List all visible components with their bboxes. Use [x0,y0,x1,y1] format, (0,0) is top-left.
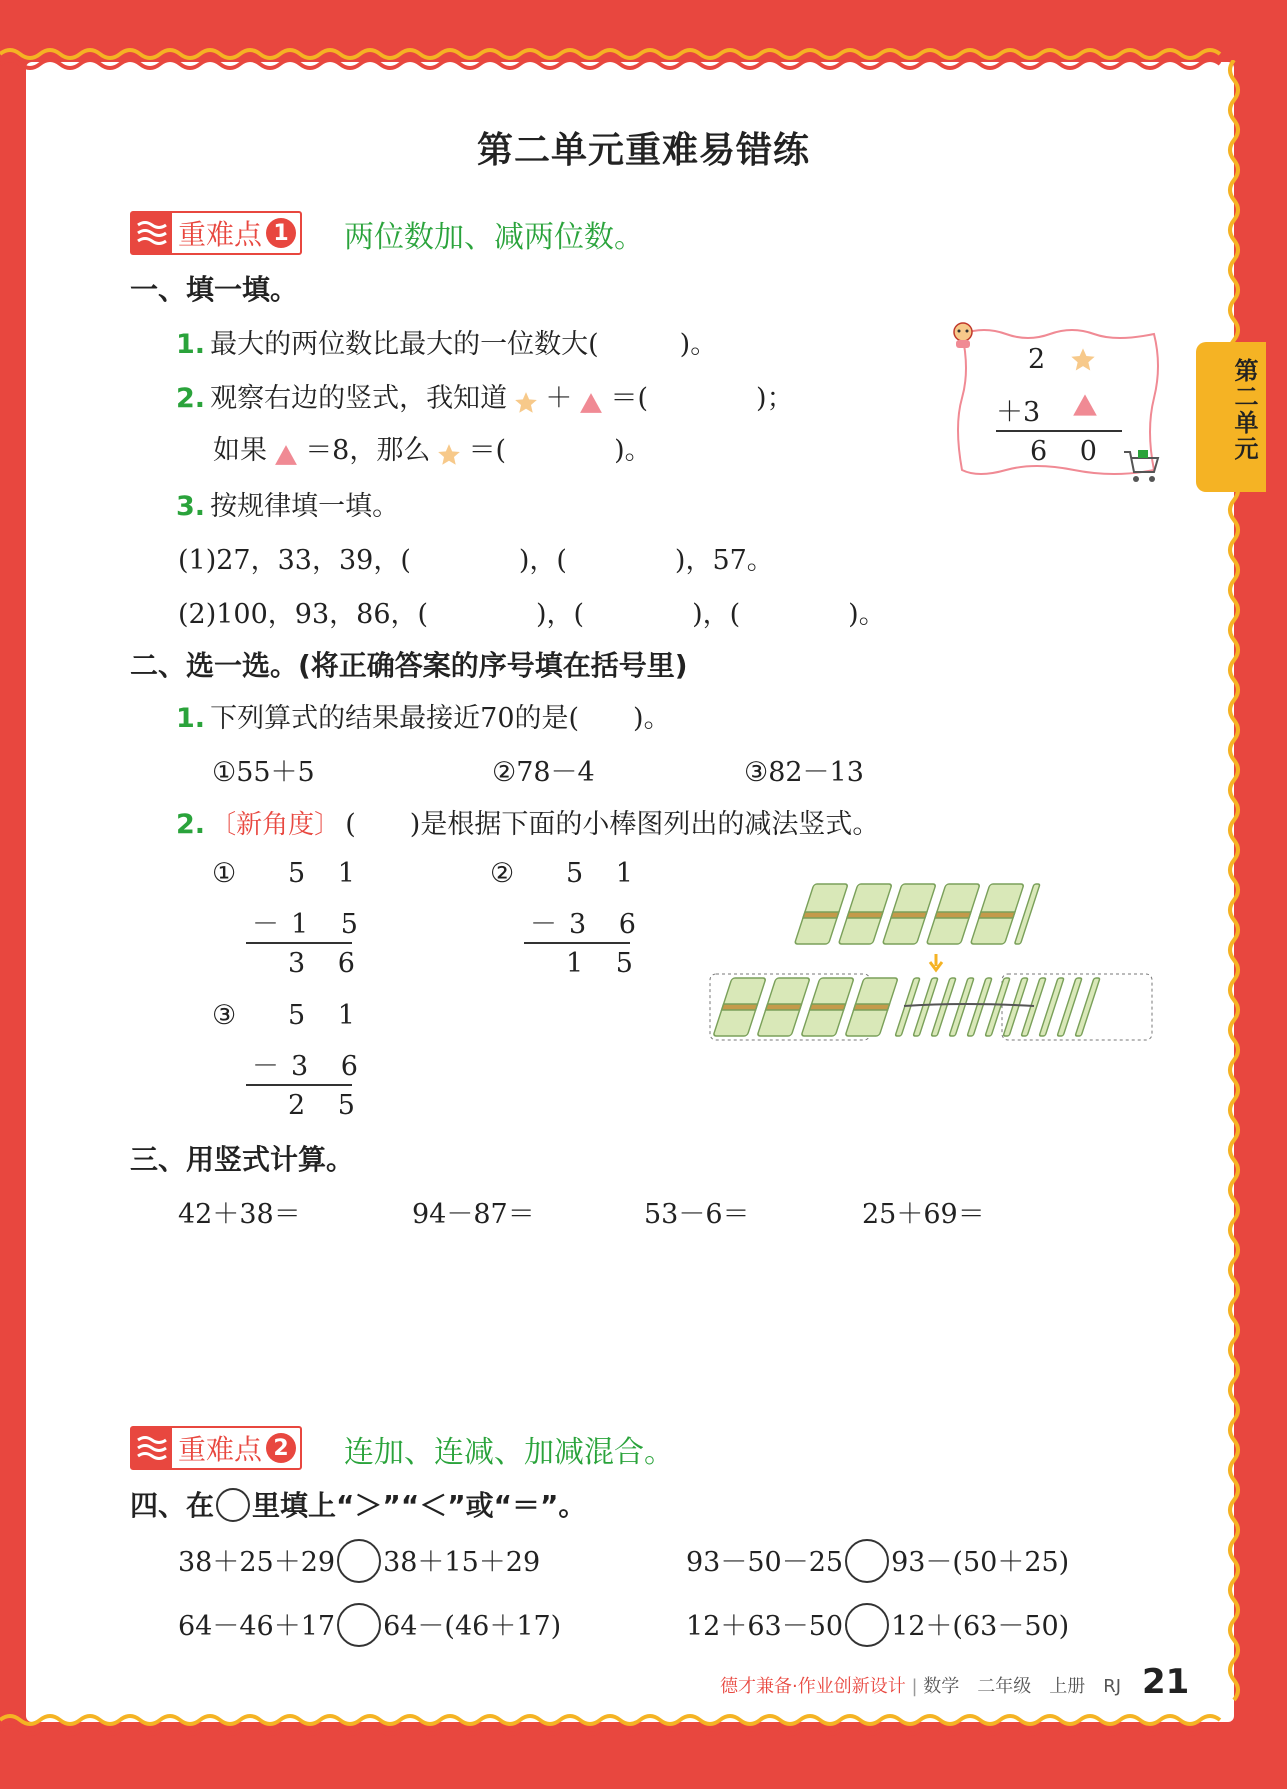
triangle-icon [1070,392,1100,418]
section-heading-3: 三、用竖式计算。 [130,1143,355,1176]
key-point-badge-1 [130,211,302,255]
calc-1-top: 5 1 [288,858,367,889]
question-1-3 [176,484,399,523]
question-1-2 [176,376,794,416]
top-bundles [795,884,1040,944]
compare-row-2-right [686,1604,1069,1650]
answer-circle[interactable] [337,1603,381,1647]
page-number: 21 [1142,1662,1190,1702]
sequence-2: (2)100，93，86，( )，( )，( )。 [178,599,886,630]
question-text: 按规律填一填。 [210,491,400,522]
compare-expr: 12＋63－50 [686,1611,844,1642]
wave-lines-icon [132,1428,172,1468]
calc-1-mark: ① [212,858,237,889]
calc-2-line [524,942,630,944]
question-number: 2. [176,383,206,414]
calc-2-mid: －3 6 [530,909,648,940]
answer-circle[interactable] [845,1539,889,1583]
stick-bundles-illustration [704,874,1160,1044]
top-wavy-border [0,44,1287,84]
calc-3-result: 2 5 [288,1090,367,1121]
new-angle-tag: 〔新角度〕 [210,810,341,840]
option-1: ①55＋5 [212,757,315,788]
footer-brand: 德才兼备·作业创新设计 [720,1676,906,1697]
star-icon [1068,346,1098,374]
section-heading-2: 二、选一选。(将正确答案的序号填在括号里) [130,649,688,682]
question-2-1 [176,696,671,735]
question-text: ( )是根据下面的小棒图列出的减法竖式。 [345,809,880,840]
calc-expr-2: 94－87＝ [412,1199,535,1230]
text-if: 如果 [213,435,267,466]
footer-separator: | [911,1676,918,1697]
circle-placeholder-icon [216,1488,250,1522]
wave-lines-icon [132,213,172,253]
key-point-topic-2: 连加、连减、加减混合。 [344,1435,674,1470]
key-point-topic-1: 两位数加、减两位数。 [344,220,644,255]
question-1-2-line2 [213,428,652,468]
sequence-1: (1)27，33，39，( )，( )，57。 [178,545,774,576]
plus-sign: ＋ [545,383,573,414]
calc-2-result: 1 5 [566,948,645,979]
bottom-wavy-border [0,1700,1287,1740]
question-text-b: ＝( )； [610,383,794,414]
question-2-2 [176,802,879,841]
key-point-number: 1 [266,218,296,248]
shopping-cart-icon [1122,448,1162,486]
footer [720,1672,1121,1698]
footer-info: 数学 二年级 上册 RJ [923,1676,1122,1697]
text-answer-blank: ＝( )。 [468,435,652,466]
compare-expr: 93－50－25 [686,1547,844,1578]
question-text: 最大的两位数比最大的一位数大( )。 [210,329,718,360]
compare-expr: 64－46＋17 [178,1611,336,1642]
question-1-1 [176,322,717,361]
text-equals-8: ＝8，那么 [305,435,431,466]
page-title: 第二单元重难易错练 [476,130,810,171]
calc-expr-4: 25＋69＝ [862,1199,985,1230]
vertical-result: 6 0 [1030,436,1109,467]
vertical-row-1: 2 [1028,344,1046,375]
star-icon [435,442,463,468]
unit-side-tab [1196,342,1266,492]
calc-1-result: 3 6 [288,948,367,979]
cartoon-character-icon [946,320,980,350]
calc-2-top: 5 1 [566,858,645,889]
calc-3-top: 5 1 [288,1000,367,1031]
question-number: 1. [176,703,206,734]
compare-row-2-left [178,1604,561,1650]
calc-3-line [246,1084,352,1086]
compare-expr: 38＋15＋29 [383,1547,541,1578]
triangle-icon [272,443,300,467]
calc-1-mid: －1 5 [252,909,370,940]
question-text-a: 观察右边的竖式，我知道 [210,383,508,414]
option-2: ②78－4 [492,757,595,788]
compare-expr: 93－(50＋25) [891,1547,1070,1578]
calc-1-line [246,942,352,944]
compare-expr: 38＋25＋29 [178,1547,336,1578]
vertical-divider [996,430,1122,432]
compare-expr: 64－(46＋17) [383,1611,562,1642]
vertical-row-2: ＋3 [996,397,1041,428]
calc-3-mark: ③ [212,1000,237,1031]
key-point-badge-2 [130,1426,302,1470]
heading-part-b: 里填上“＞”“＜”或“＝”。 [252,1489,587,1522]
section-heading-1: 一、填一填。 [130,273,299,306]
heading-part-a: 四、在 [130,1489,215,1522]
right-wavy-border [1222,60,1252,1720]
key-point-label: 重难点 [178,1433,263,1466]
triangle-icon [577,391,605,415]
question-number: 3. [176,491,206,522]
calc-expr-3: 53－6＝ [644,1199,750,1230]
option-3: ③82－13 [744,757,864,788]
calc-expr-1: 42＋38＝ [178,1199,301,1230]
key-point-number: 2 [266,1433,296,1463]
key-point-label: 重难点 [178,218,263,251]
unit-side-tab-label: 第二单元 [1230,358,1258,462]
compare-row-1-right [686,1540,1069,1586]
question-number: 2. [176,809,206,840]
section-heading-4 [130,1484,586,1524]
answer-circle[interactable] [845,1603,889,1647]
question-text: 下列算式的结果最接近70的是( )。 [210,703,671,734]
question-number: 1. [176,329,206,360]
compare-expr: 12＋(63－50) [891,1611,1070,1642]
calc-3-mid: －3 6 [252,1051,370,1082]
compare-row-1-left [178,1540,540,1586]
star-icon [512,390,540,416]
calc-2-mark: ② [490,858,515,889]
answer-circle[interactable] [337,1539,381,1583]
